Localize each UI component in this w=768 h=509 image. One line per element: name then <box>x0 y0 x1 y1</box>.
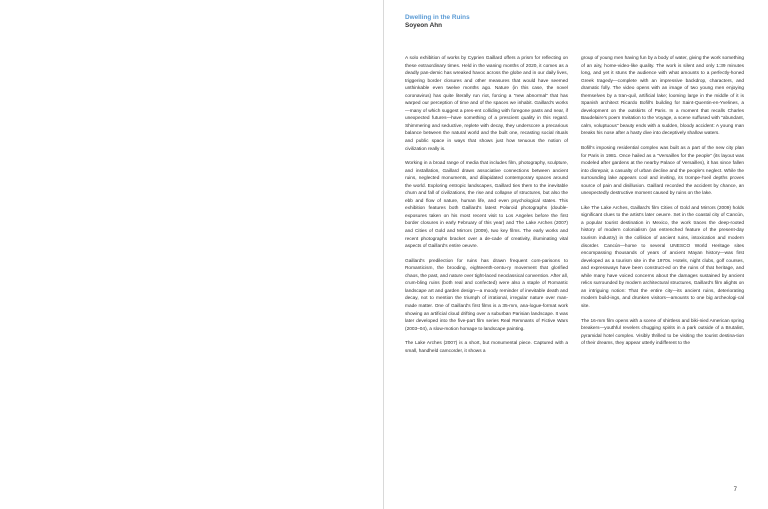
paragraph: Like The Lake Arches, Gaillard's film Cities of Gold and Mirrors (2009) holds significant clues to the artist's later oeuvre. Set in the coastal city of Cancún, a popular tourist destination in Mexico, the work traces the deep-rooted history of modern colonialism (an entrenched feature of the present-day tourism industry) in the collision of ancient ruins, intoxication and modern disorder. Cancún—home to several UNESCO World Heritage sites encompassing thousands of years of ancient Mayan history—was first developed as a tourism site in the 1970s. Hotels, night clubs, golf courses, and expressways have been construct-ed on the ruins of that heritage, and while many have voiced concerns about the damages sustained by ancient relics surrounded by modern architectural structures, Gaillard's film alights on an intriguing notion: That the entire city—its ancient ruins, deteriorating modern build-ings, and drunken visitors—amounts to one big archeologi-cal site. <box>581 205 744 309</box>
paragraph: Bofill's imposing residential complex was built as a part of the new city plan for Paris in 1981. Once hailed as a "Versailles for the people" (its layout was modeled after gardens at the nearby Palace of Versailles), it has since fallen into disrepair, a casualty of urban decline and the people's neglect. While the surrounding lake appears cool and inviting, its trompe-l'oeil depths proves source of pain and disillusion. Gaillard recorded the accident by chance, an unexpectedly destructive moment caused by ruins on the lake. <box>581 146 744 197</box>
text-column-left <box>405 55 568 505</box>
essay-title: Dwelling in the Ruins <box>405 14 470 21</box>
right-page <box>384 0 768 509</box>
paragraph: group of young men having fun by a body of water, giving the work something of an airy, home-video-like quality. The work is silent and only 1:39 minutes long, and yet it stuns the audience with what amounts to a perfectly-honed Greek tragedy—complete with an impressive backdrop, characters, and dramatic folly. The video opens with an image of two young men enjoying themselves by a tran-quil, artificial lake; looming large in the middle of it is Spanish architect Ricardo Bofill's building for Saint-Quentin-en-Yvelines, a development on the outskirts of Paris. In a moment that recalls Charles Baudelaire's poem Invitation to the Voyage, a scene suffused with "abundant, calm, voluptuous" beauty ends with a sudden, bloody accident: A young man breaks his nose after a hasty dive into deceptively shallow waters. <box>581 56 744 137</box>
paragraph: The Lake Arches (2007) is a short, but monumental piece. Captured with a small, handheld camcorder, it shows a <box>405 341 568 354</box>
essay-author: Soyeon Ahn <box>405 22 443 29</box>
paragraph: The 16-mm film opens with a scene of shirtless and biki-nied American spring breakers—youthful revelers chugging spirits in a park outside of a Brutalist, pyramidal hotel complex. Visibly thrilled to be visiting the tourist destina-tion of their dreams, they appear utterly indifferent to the <box>581 318 744 347</box>
left-page-blank <box>0 0 383 509</box>
paragraph: Gaillard's predilection for ruins has drawn frequent com-parisons to Romanticism, the brooding, eighteenth-centu-ry movement that glorified chaos, the past, and nature over tight-laced neoclassical convention. After all, crum-bling ruins (both real and confected) were also a staple of Romantic landscape art and garden design—a moody reminder of inevitable death and decay, not to mention the triumph of irrational, irregular nature over man-made matter. One of Gaillard's first films is a 35-mm, ana-logue-format work showing an artificial cloud drifting over a suburban Parisian landscape. It was later developed into the five-part film series Real Remnants of Fictive Wars (2003–04), a slow-motion homage to landscape painting. <box>405 258 568 332</box>
paragraph: A solo exhibition of works by Cyprien Gaillard offers a prism for reflecting on these extraordinary times. Held in the waning months of 2020, it comes as a deadly pan-demic has wreaked havoc across the globe and in our daily lives, triggering border closures and other measures that would have seemed unthinkable even twelve months ago. Nature (in this case, the novel coronavirus) has quite literally run riot, forcing a "new abnormal" that has warped our perception of time and of the spaces we inhabit. Gaillard's works—many of which suggest a pres-ent colliding with foregone pasts and near, if unexpected futures—have something of a prescient quality in this regard. Shimmering and seductive, replete with decay, they underscore a precarious balance between the natural world and the built one, recasting social rituals and public space in ways that shows just how tenuous the notion of civilization really is. <box>405 56 568 152</box>
text-column-right <box>581 55 744 487</box>
paragraph: Working in a broad range of media that includes film, photography, sculpture, and installation, Gaillard draws associative connections between ancient ruins, neglected monuments, and dilapidated contemporary spaces around the world. Exploring entropic landscapes, Gaillard ties them to the inevitable churn and fall of civilizations, the rise and collapse of structures, but also the ebb and flow of nature, human life, and even psychological states. This exhibition features both Gaillard's latest Polaroid photographs (double-exposures taken on his most recent visit to Los Angeles before the first border closures in early February of this year) and The Lake Arches (2007) and Cities of Gold and Mirrors (2009), two key films. The early works and recent photographs bracket over a de-cade of creativity, illuminating vital aspects of Gaillard's entire oeuvre. <box>405 161 568 250</box>
page-number: 7 <box>733 487 737 493</box>
